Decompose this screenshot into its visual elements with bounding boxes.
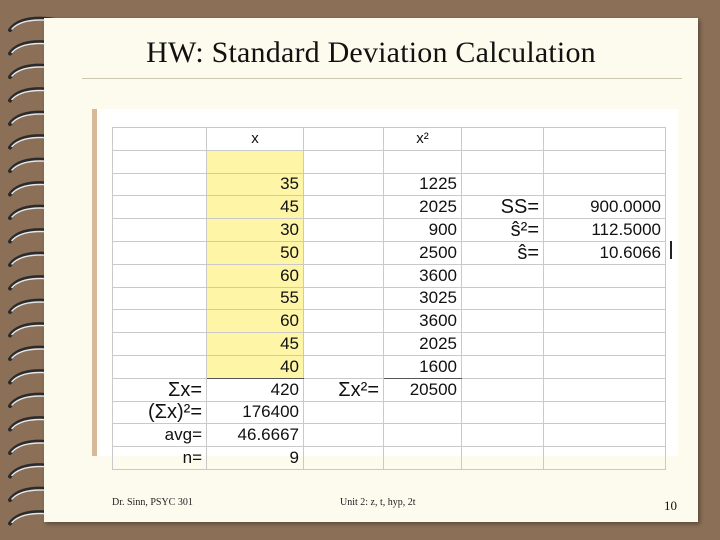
empty-cell bbox=[544, 447, 666, 470]
x-value-cell: 55 bbox=[207, 287, 304, 310]
empty-cell bbox=[304, 241, 384, 264]
empty-cell bbox=[544, 264, 666, 287]
empty-cell bbox=[304, 355, 384, 378]
average-label: avg= bbox=[113, 424, 207, 447]
empty-cell bbox=[544, 401, 666, 424]
table-row bbox=[113, 355, 666, 378]
empty-cell bbox=[544, 287, 666, 310]
empty-cell bbox=[113, 333, 207, 356]
empty-cell bbox=[113, 128, 207, 151]
x-squared-value-cell: 3025 bbox=[384, 287, 462, 310]
empty-cell bbox=[462, 287, 544, 310]
sum-x-label: Σx= bbox=[113, 378, 207, 401]
column-header-x-squared: x² bbox=[384, 128, 462, 151]
sum-row bbox=[113, 378, 666, 401]
empty-cell bbox=[304, 219, 384, 242]
empty-cell bbox=[304, 310, 384, 333]
empty-cell bbox=[304, 173, 384, 196]
count-row bbox=[113, 447, 666, 470]
x-squared-value-cell: 1600 bbox=[384, 355, 462, 378]
empty-cell bbox=[113, 196, 207, 219]
empty-cell bbox=[462, 128, 544, 151]
empty-cell bbox=[207, 150, 304, 173]
empty-cell bbox=[113, 355, 207, 378]
empty-cell bbox=[462, 447, 544, 470]
column-header-x: x bbox=[207, 128, 304, 151]
empty-cell bbox=[544, 333, 666, 356]
x-squared-value-cell: 3600 bbox=[384, 310, 462, 333]
empty-cell bbox=[113, 150, 207, 173]
table-row bbox=[113, 173, 666, 196]
empty-cell bbox=[304, 128, 384, 151]
page-number: 10 bbox=[664, 498, 677, 513]
footer-author: Dr. Sinn, PSYC 301 bbox=[112, 497, 193, 508]
x-squared-value-cell: 2500 bbox=[384, 241, 462, 264]
stat-label-cell: ŝ²= bbox=[462, 219, 544, 242]
empty-cell bbox=[544, 310, 666, 333]
x-squared-value-cell: 1225 bbox=[384, 173, 462, 196]
stat-label-cell: SS= bbox=[462, 196, 544, 219]
data-table bbox=[112, 127, 666, 470]
empty-cell bbox=[462, 424, 544, 447]
empty-cell bbox=[304, 424, 384, 447]
spreadsheet-screenshot bbox=[92, 109, 678, 468]
sum-x-squared-value: 20500 bbox=[384, 378, 462, 401]
empty-cell bbox=[304, 401, 384, 424]
empty-cell bbox=[304, 287, 384, 310]
count-label: n= bbox=[113, 447, 207, 470]
average-row bbox=[113, 424, 666, 447]
blank-row bbox=[113, 150, 666, 173]
table-row bbox=[113, 287, 666, 310]
empty-cell bbox=[304, 196, 384, 219]
sum-x-value: 420 bbox=[207, 378, 304, 401]
x-value-cell: 50 bbox=[207, 241, 304, 264]
x-value-cell: 35 bbox=[207, 173, 304, 196]
empty-cell bbox=[462, 333, 544, 356]
x-squared-value-cell: 2025 bbox=[384, 196, 462, 219]
empty-cell bbox=[384, 424, 462, 447]
empty-cell bbox=[544, 424, 666, 447]
empty-cell bbox=[113, 173, 207, 196]
empty-cell bbox=[113, 310, 207, 333]
x-value-cell: 60 bbox=[207, 264, 304, 287]
header-row bbox=[113, 128, 666, 151]
empty-cell bbox=[462, 310, 544, 333]
empty-cell bbox=[304, 333, 384, 356]
empty-cell bbox=[544, 150, 666, 173]
sum-x-squared-label: Σx²= bbox=[304, 378, 384, 401]
square-of-sum-label: (Σx)²= bbox=[113, 401, 207, 424]
text-cursor bbox=[670, 241, 672, 259]
empty-cell bbox=[462, 173, 544, 196]
average-value: 46.6667 bbox=[207, 424, 304, 447]
x-value-cell: 45 bbox=[207, 196, 304, 219]
empty-cell bbox=[544, 173, 666, 196]
empty-cell bbox=[462, 378, 544, 401]
square-of-sum-row bbox=[113, 401, 666, 424]
x-value-cell: 40 bbox=[207, 355, 304, 378]
empty-cell bbox=[462, 264, 544, 287]
table-row bbox=[113, 196, 666, 219]
count-value: 9 bbox=[207, 447, 304, 470]
footer-unit: Unit 2: z, t, hyp, 2t bbox=[340, 497, 416, 508]
table-row bbox=[113, 241, 666, 264]
table-row bbox=[113, 219, 666, 242]
empty-cell bbox=[304, 447, 384, 470]
title-divider bbox=[82, 78, 682, 79]
x-squared-value-cell: 3600 bbox=[384, 264, 462, 287]
empty-cell bbox=[544, 378, 666, 401]
empty-cell bbox=[384, 150, 462, 173]
table-row bbox=[113, 333, 666, 356]
empty-cell bbox=[384, 401, 462, 424]
x-value-cell: 30 bbox=[207, 219, 304, 242]
x-squared-value-cell: 900 bbox=[384, 219, 462, 242]
empty-cell bbox=[113, 219, 207, 242]
empty-cell bbox=[384, 447, 462, 470]
slide-title: HW: Standard Deviation Calculation bbox=[146, 36, 596, 69]
empty-cell bbox=[304, 264, 384, 287]
table-row bbox=[113, 264, 666, 287]
x-value-cell: 45 bbox=[207, 333, 304, 356]
square-of-sum-value: 176400 bbox=[207, 401, 304, 424]
empty-cell bbox=[113, 241, 207, 264]
x-value-cell: 60 bbox=[207, 310, 304, 333]
stat-label-cell: ŝ= bbox=[462, 241, 544, 264]
stat-value-cell: 112.5000 bbox=[544, 219, 666, 242]
empty-cell bbox=[304, 150, 384, 173]
empty-cell bbox=[113, 287, 207, 310]
empty-cell bbox=[462, 150, 544, 173]
empty-cell bbox=[113, 264, 207, 287]
stat-value-cell: 10.6066 bbox=[544, 241, 666, 264]
empty-cell bbox=[462, 401, 544, 424]
data-rows bbox=[113, 173, 666, 378]
stat-value-cell: 900.0000 bbox=[544, 196, 666, 219]
table-row bbox=[113, 310, 666, 333]
empty-cell bbox=[462, 355, 544, 378]
empty-cell bbox=[544, 128, 666, 151]
empty-cell bbox=[544, 355, 666, 378]
x-squared-value-cell: 2025 bbox=[384, 333, 462, 356]
